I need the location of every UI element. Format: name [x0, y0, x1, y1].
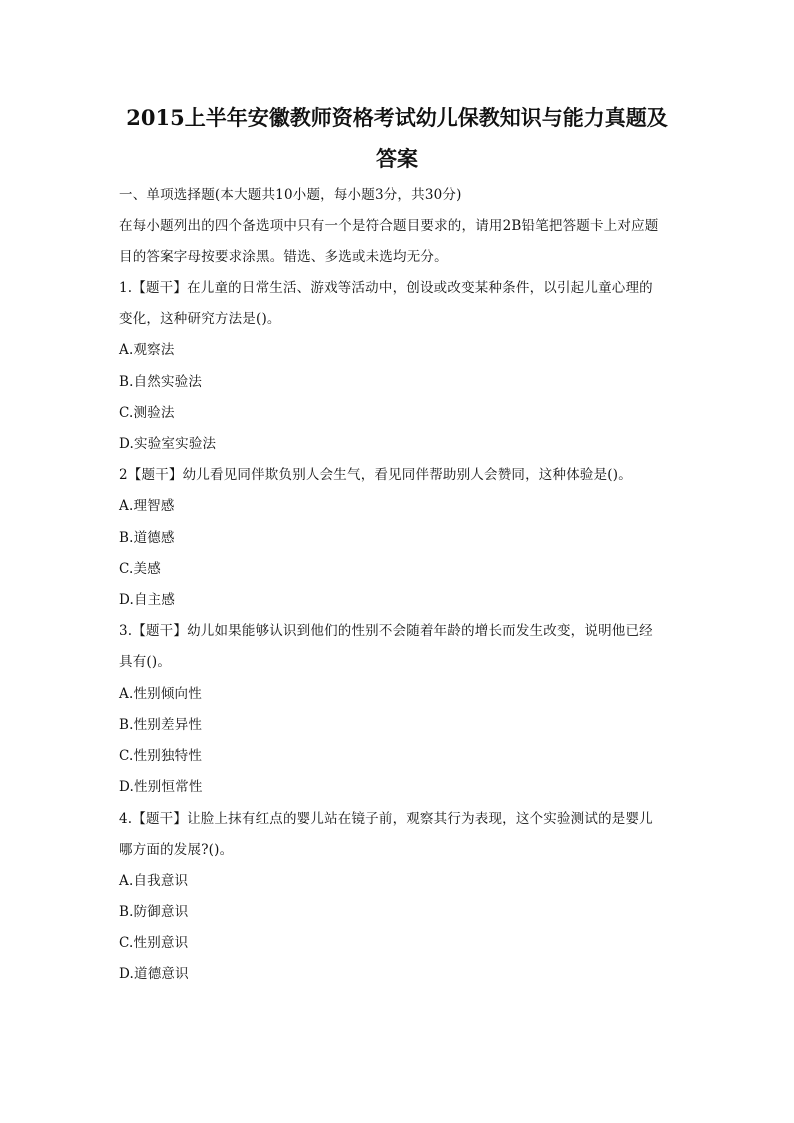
instruction-line-1: 在每小题列出的四个备选项中只有一个是符合题目要求的，请用2B铅笔把答题卡上对应题 [119, 218, 659, 234]
question-2-stem-line-1: 2【题干】幼儿看见同伴欺负别人会生气，看见同伴帮助别人会赞同，这种体验是()。 [119, 467, 632, 483]
question-4-stem-line-1: 4.【题干】让脸上抹有红点的婴儿站在镜子前，观察其行为表现，这个实验测试的是婴儿 [119, 811, 653, 827]
question-3-stem-line-2: 具有()。 [119, 654, 172, 670]
question-2-option-c: C.美感 [119, 561, 161, 577]
question-1-option-d: D.实验室实验法 [119, 436, 217, 452]
document-title-line-2: 答案 [376, 146, 418, 171]
question-1-option-a: A.观察法 [119, 342, 175, 358]
question-2-option-d: D.自主感 [119, 592, 176, 608]
question-2-option-b: B.道德感 [119, 530, 175, 546]
question-1-stem-line-1: 1.【题干】在儿童的日常生活、游戏等活动中，创设或改变某种条件，以引起儿童心理的 [119, 280, 653, 296]
question-3-option-b: B.性别差异性 [119, 717, 203, 733]
question-3-option-d: D.性别恒常性 [119, 779, 203, 795]
question-3-option-a: A.性别倾向性 [119, 686, 202, 702]
question-3-option-c: C.性别独特性 [119, 748, 203, 764]
question-3-stem-line-1: 3.【题干】幼儿如果能够认识到他们的性别不会随着年龄的增长而发生改变，说明他已经 [119, 623, 653, 639]
question-4-option-d: D.道德意识 [119, 966, 189, 982]
question-1-option-c: C.测验法 [119, 405, 175, 421]
section-heading: 一、单项选择题(本大题共10小题，每小题3分，共30分) [119, 187, 462, 203]
instruction-line-2: 目的答案字母按要求涂黑。错选、多选或未选均无分。 [119, 249, 448, 265]
document-title-line-1: 2015上半年安徽教师资格考试幼儿保教知识与能力真题及 [126, 105, 668, 130]
question-4-option-b: B.防御意识 [119, 904, 189, 920]
question-4-option-c: C.性别意识 [119, 935, 189, 951]
question-1-stem-line-2: 变化，这种研究方法是()。 [119, 311, 281, 327]
question-4-stem-line-2: 哪方面的发展?()。 [119, 842, 234, 858]
question-4-option-a: A.自我意识 [119, 873, 189, 889]
question-1-option-b: B.自然实验法 [119, 374, 203, 390]
question-2-option-a: A.理智感 [119, 498, 175, 514]
